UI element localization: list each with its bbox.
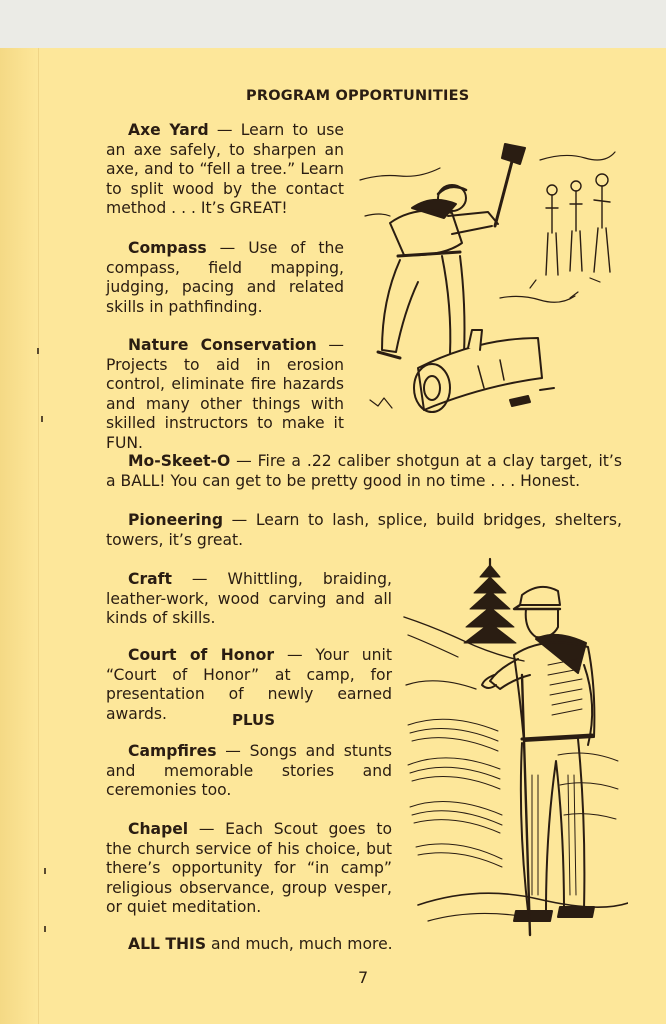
section-heading: Compass	[128, 239, 207, 257]
binding-mark	[44, 868, 46, 874]
section-heading: ALL THIS	[128, 935, 207, 953]
section-text: — Learn to lash, splice, build bridges, shelters, towers, it’s great.	[106, 511, 622, 549]
section-heading: Campfires	[128, 742, 217, 760]
binding-mark	[37, 348, 39, 354]
page-title: PROGRAM OPPORTUNITIES	[246, 88, 470, 104]
section-pioneering	[106, 511, 622, 550]
section-heading: Chapel	[128, 820, 189, 838]
section-chapel	[106, 820, 392, 918]
section-heading: Nature Conservation	[128, 336, 317, 354]
page-edge	[38, 48, 39, 1024]
section-mo-skeet-o	[106, 452, 622, 491]
section-all-this	[106, 935, 406, 955]
binding-mark	[41, 416, 43, 422]
section-text: — Use of the compass, field mapping, judging, pacing and related skills in pathfinding.	[106, 239, 344, 316]
section-heading: Mo-Skeet-O	[128, 452, 231, 470]
section-text: — Songs and stunts and memorable stories and ceremonies too.	[106, 742, 392, 799]
section-text: — Learn to use an axe safely, to sharpen an axe, and to “fell a tree.” Learn to split wood by the contact method . . . It’s GREAT!	[106, 121, 344, 217]
section-heading: Craft	[128, 570, 172, 588]
binding-mark	[44, 926, 46, 932]
scout-chopping-wood-illustration	[350, 138, 625, 423]
section-compass	[106, 239, 344, 317]
plus-heading: PLUS	[232, 711, 276, 729]
section-nature-conservation	[106, 336, 344, 453]
page-number: 7	[358, 968, 369, 987]
scan-background	[0, 0, 666, 48]
section-text: — Each Scout goes to the church service of his choice, but there’s opportunity for “in camp” religious observance, group vesper, or quiet meditation.	[106, 820, 392, 916]
section-heading: Court of Honor	[128, 646, 275, 664]
section-campfires	[106, 742, 392, 801]
section-axe-yard	[106, 121, 344, 219]
section-heading: Axe Yard	[128, 121, 209, 139]
section-heading: Pioneering	[128, 511, 224, 529]
section-text: — Whittling, braiding, leather-work, wood carving and all kinds of skills.	[106, 570, 392, 627]
scout-whittling-illustration	[398, 555, 628, 950]
section-craft	[106, 570, 392, 629]
section-text: — Fire a .22 caliber shotgun at a clay target, it’s a BALL! You can get to be pretty good in no time . . . Honest.	[106, 452, 622, 490]
section-text: — Your unit “Court of Honor” at camp, for presentation of newly earned awards.	[106, 646, 392, 723]
section-text: and much, much more.	[206, 935, 393, 953]
page-shadow	[0, 48, 40, 1024]
section-text: — Projects to aid in erosion control, eliminate fire hazards and many other things with skilled instructors to make it FUN.	[106, 336, 344, 452]
